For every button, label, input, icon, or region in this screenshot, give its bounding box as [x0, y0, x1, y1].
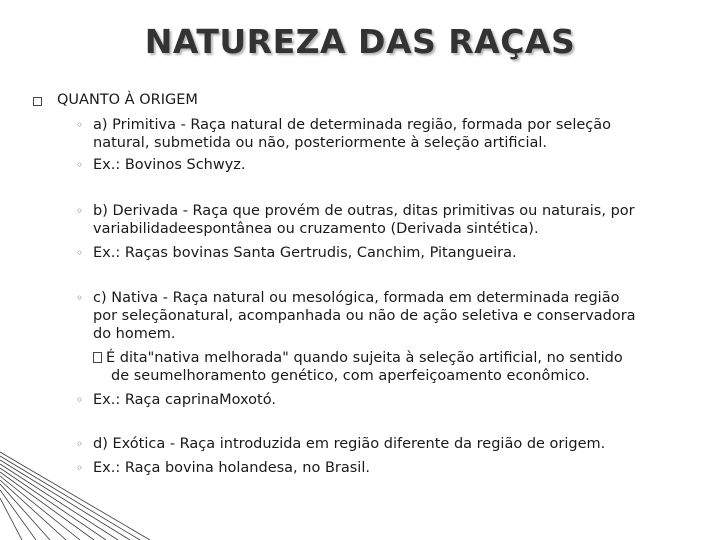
item-b-line1: b) Derivada - Raça que provém de outras, ditas primitivas ou naturais, por [93, 203, 635, 219]
item-b-line2: variabilidadeespontânea ou cruzamento (Derivada sintética). [93, 221, 539, 237]
item-b-example: Ex.: Raças bovinas Santa Gertrudis, Canchim, Pitangueira. [93, 245, 517, 261]
item-a-line2: natural, submetida ou não, posteriormente à seleção artificial. [93, 135, 548, 151]
square-bullet-icon [33, 97, 42, 106]
circle-bullet-icon: ◦ [76, 461, 84, 475]
item-c-line1: c) Nativa - Raça natural ou mesológica, formada em determinada região [93, 290, 620, 306]
item-c-example: Ex.: Raça caprinaMoxotó. [93, 392, 276, 408]
item-a-example: Ex.: Bovinos Schwyz. [93, 157, 246, 173]
item-d-example: Ex.: Raça bovina holandesa, no Brasil. [93, 460, 370, 476]
item-c-line2: por seleçãonatural, acompanhada ou não de ação seletiva e conservadora [93, 308, 636, 324]
item-c-note-text: É dita"nativa melhorada" quando sujeita à seleção artificial, no sentido [106, 350, 623, 366]
circle-bullet-icon: ◦ [76, 246, 84, 260]
item-c-note-line2: de seumelhoramento genético, com aperfeiçoamento econômico. [111, 368, 590, 384]
circle-bullet-icon: ◦ [76, 204, 84, 218]
item-a-line1: a) Primitiva - Raça natural de determinada região, formada por seleção [93, 117, 612, 133]
circle-bullet-icon: ◦ [76, 158, 84, 172]
slide-title: NATUREZA DAS RAÇAS [144, 22, 576, 61]
item-d-line1: d) Exótica - Raça introduzida em região diferente da região de origem. [93, 436, 606, 452]
item-c-line3: do homem. [93, 326, 176, 342]
circle-bullet-icon: ◦ [76, 437, 84, 451]
circle-bullet-icon: ◦ [76, 118, 84, 132]
decorative-corner-lines [0, 440, 720, 540]
item-c-note-line1 [93, 350, 623, 367]
section-heading: QUANTO À ORIGEM [57, 92, 198, 108]
circle-bullet-icon: ◦ [76, 291, 84, 305]
circle-bullet-icon: ◦ [76, 393, 84, 407]
box-glyph-icon [93, 352, 102, 363]
